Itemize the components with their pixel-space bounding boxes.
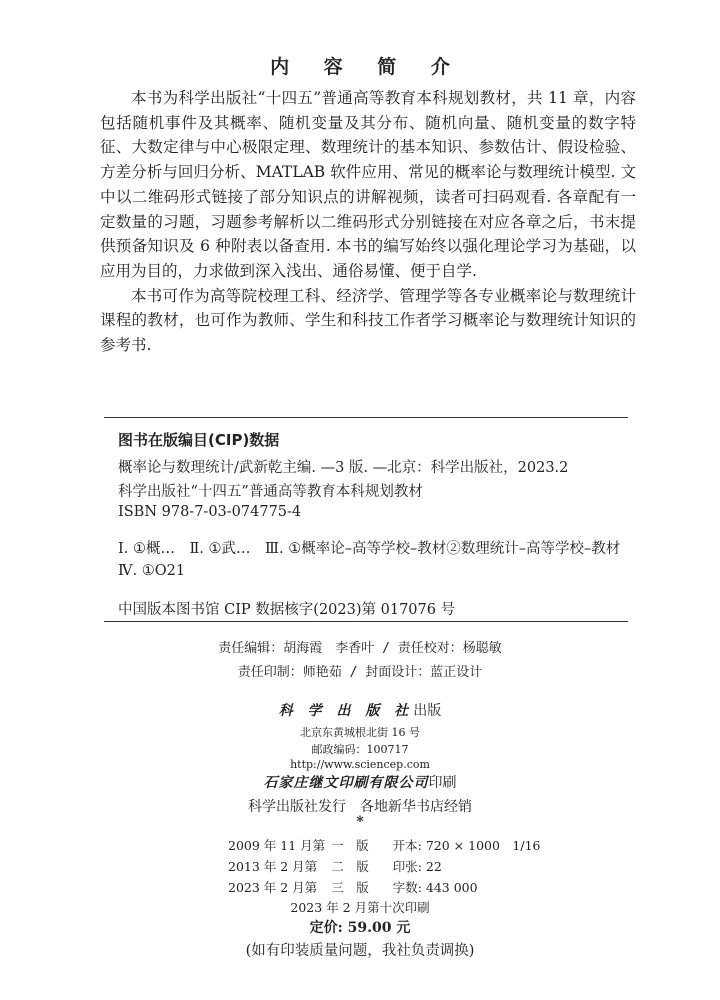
edition-number: 二 版 [331, 859, 369, 874]
bottom-divider [104, 621, 628, 622]
edition-number: 三 版 [331, 880, 369, 895]
printer-suffix: 印刷 [428, 775, 457, 791]
edition-date: 2013 年 2 月第 [228, 859, 318, 874]
edition-row [228, 836, 541, 854]
cip-series-line: 科学出版社“十四五”普通高等教育本科规划教材 [118, 484, 423, 500]
price: 定价: 59.00 元 [309, 920, 411, 936]
edition-spec: 字数: 443 000 [392, 880, 478, 895]
cip-core-data: 中国版本图书馆 CIP 数据核字(2023)第 017076 号 [118, 602, 456, 618]
cip-catalog-line: 概率论与数理统计/武新乾主编. —3 版. —北京：科学出版社，2023.2 [118, 460, 569, 476]
credits-line-2: 责任印制：师艳茹 / 封面设计：蓝正设计 [237, 665, 483, 680]
publisher-postcode: 邮政编码：100717 [311, 743, 409, 756]
cip-heading: 图书在版编目(CIP)数据 [118, 431, 280, 449]
edition-spec: 开本: 720 × 1000 1/16 [392, 838, 541, 853]
publisher-suffix: 出版 [413, 703, 442, 719]
separator-star: * [356, 814, 364, 830]
cip-isbn: ISBN 978-7-03-074775-4 [118, 504, 302, 520]
intro-paragraph-1: 本书为科学出版社“十四五”普通高等教育本科规划教材，共 11 章，内容包括随机事件及其概率、随机变量及其分布、随机向量、随机变量的数字特征、大数定律与中心极限定理、数理统计的基本知识、参数估计、假设检验、方差分析与回归分析、MATLAB 软件应用、常见的概率论与数理统计模型. 文中以二维码形式链接了部分知识点的讲解视频，读者可扫码观看. 各章配有一定数量的习题，习题参考解析以二维码形式分别链接在对应各章之后，书末提供预备知识及 6 种附表以备查用. 本书的编写始终以强化理论学习为基础，以应用为目的，力求做到深入浅出、通俗易懂、便于自学. [100, 89, 636, 280]
publisher-address: 北京东黄城根北街 16 号 [300, 726, 420, 739]
distribution-line: 科学出版社发行 各地新华书店经销 [248, 799, 472, 815]
printer-line [0, 772, 720, 792]
edition-row [228, 878, 478, 896]
intro-paragraph-2: 本书可作为高等院校理工科、经济学、管理学等各专业概率论与数理统计课程的教材，也可作为教师、学生和科技工作者学习概率论与数理统计知识的参考书. [100, 286, 636, 355]
edition-number: 一 版 [331, 838, 369, 853]
top-divider [104, 417, 628, 418]
credits-line-1: 责任编辑：胡海霞 李香叶 / 责任校对：杨聪敏 [218, 641, 502, 656]
quality-note: (如有印装质量问题，我社负责调换) [245, 943, 475, 959]
introduction [100, 86, 636, 358]
edition-date: 2023 年 2 月第 [228, 880, 318, 895]
cip-classification: Ⅰ. ①概… Ⅱ. ①武… Ⅲ. ①概率论–高等学校–教材②数理统计–高等学校–教材 Ⅳ. ①O21 [118, 541, 635, 579]
edition-date: 2009 年 11 月第 [228, 838, 326, 853]
publisher-line [0, 700, 720, 720]
printing-line: 2023 年 2 月第十次印刷 [290, 900, 430, 915]
edition-spec: 印张: 22 [392, 859, 442, 874]
publisher-website: http://www.sciencep.com [290, 758, 430, 771]
page-title: 内 容 简 介 [270, 56, 464, 78]
printer-name: 石家庄继文印刷有限公司 [263, 775, 429, 791]
publisher-name: 科 学 出 版 社 [278, 703, 414, 719]
edition-row [228, 857, 442, 875]
